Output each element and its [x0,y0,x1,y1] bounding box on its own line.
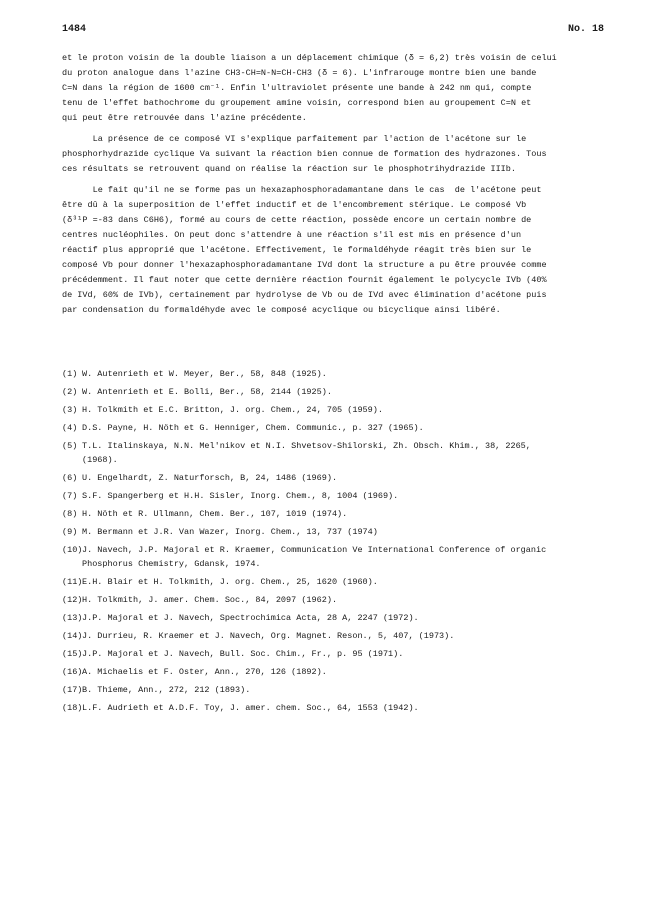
reference-item [62,439,622,467]
reference-number: (17) [62,685,83,695]
reference-item [62,647,622,661]
reference-number: (12) [62,595,83,605]
reference-number: (2) [62,387,78,397]
text-line: centres nucléophiles. On peut donc s'attendre à une réaction s'il est mis en présence d'un [62,230,522,240]
reference-item [62,575,622,589]
reference-text: J.P. Majoral et J. Navech, Bull. Soc. Chim., Fr., p. 95 (1971). [82,649,404,659]
reference-number: (8) [62,509,78,519]
reference-number: (9) [62,527,78,537]
text-line: qui peut être retrouvée dans l'azine précédente. [62,113,307,123]
reference-number: (1) [62,369,78,379]
reference-number: (5) [62,441,78,451]
text-line: par condensation du formaldéhyde avec le composé acyclique ou bicyclique ainsi libéré. [62,305,501,315]
reference-text: J.P. Majoral et J. Navech, Spectrochimica Acta, 28 A, 2247 (1972). [82,613,419,623]
reference-text: S.F. Spangerberg et H.H. Sisler, Inorg. Chem., 8, 1004 (1969). [82,491,399,501]
reference-list [62,367,622,719]
reference-number: (10) [62,545,83,555]
reference-item [62,525,622,539]
reference-number: (13) [62,613,83,623]
text-line: C=N dans la région de 1600 cm⁻¹. Enfin l'ultraviolet présente une bande à 242 nm qui, compte [62,83,532,93]
reference-number: (11) [62,577,83,587]
reference-text: E.H. Blair et H. Tolkmith, J. org. Chem., 25, 1620 (1960). [82,577,378,587]
text-line: phosphorhydrazide cyclique Va suivant la réaction bien connue de formation des hydrazones. Tous [62,149,547,159]
reference-item [62,385,622,399]
text-line: tenu de l'effet bathochrome du groupement amine voisin, correspond bien au groupement C=N et [62,98,532,108]
text-line: La présence de ce composé VI s'explique parfaitement par l'action de l'acétone sur le [62,134,527,144]
reference-item [62,629,622,643]
reference-text: J. Navech, J.P. Majoral et R. Kraemer, Communication Ve International Conference of organic [82,545,547,555]
reference-item [62,611,622,625]
reference-text: W. Antenrieth et E. Bolli, Ber., 58, 2144 (1925). [82,387,332,397]
reference-text: T.L. Italinskaya, N.N. Mel'nikov et N.I. Shvetsov-Shilorski, Zh. Obsch. Khim., 38, 2265, [82,441,531,451]
reference-text: W. Autenrieth et W. Meyer, Ber., 58, 848 (1925). [82,369,327,379]
reference-text: H. Nöth et R. Ullmann, Chem. Ber., 107, 1019 (1974). [82,509,348,519]
reference-item [62,507,622,521]
reference-item [62,543,622,571]
reference-item [62,683,622,697]
reference-item [62,489,622,503]
reference-number: (7) [62,491,78,501]
reference-number: (3) [62,405,78,415]
reference-number: (6) [62,473,78,483]
reference-text: A. Michaelis et F. Oster, Ann., 270, 126 (1892). [82,667,327,677]
reference-number: (18) [62,703,83,713]
paragraph-1 [62,51,622,126]
reference-item [62,421,622,435]
reference-number: (14) [62,631,83,641]
paragraph-2 [62,132,622,177]
page-number: 1484 [62,24,87,35]
reference-text-continued: Phosphorus Chemistry, Gdansk, 1974. [82,559,261,569]
reference-text: B. Thieme, Ann., 272, 212 (1893). [82,685,251,695]
reference-item [62,665,622,679]
text-line: réactif plus approprié que l'acétone. Effectivement, le formaldéhyde réagit très bien sur le [62,245,532,255]
issue-number: No. 18 [568,24,605,35]
text-line: ces résultats se retrouvent quand on réalise la réaction sur le phosphotrihydrazide IIIb. [62,164,516,174]
reference-number: (4) [62,423,78,433]
text-line: composé Vb pour donner l'hexazaphosphoradamantane IVd dont la structure a pu être prouvée comme [62,260,547,270]
paragraph-3 [62,183,622,318]
reference-number: (15) [62,649,83,659]
reference-text: L.F. Audrieth et A.D.F. Toy, J. amer. chem. Soc., 64, 1553 (1942). [82,703,419,713]
text-line: du proton analogue dans l'azine CH3-CH=N-N=CH-CH3 (δ = 6). L'infrarouge montre bien une bande [62,68,537,78]
body-text [62,51,622,318]
reference-text: D.S. Payne, H. Nöth et G. Henniger, Chem. Communic., p. 327 (1965). [82,423,424,433]
reference-item [62,593,622,607]
text-line: Le fait qu'il ne se forme pas un hexazaphosphoradamantane dans le cas de l'acétone peut [62,185,542,195]
reference-item [62,701,622,715]
reference-text-continued: (1968). [82,455,118,465]
reference-item [62,367,622,381]
reference-number: (16) [62,667,83,677]
reference-text: M. Bermann et J.R. Van Wazer, Inorg. Chem., 13, 737 (1974) [82,527,378,537]
reference-text: H. Tolkmith, J. amer. Chem. Soc., 84, 2097 (1962). [82,595,338,605]
text-line: (δ³¹P =-83 dans C6H6), formé au cours de cette réaction, possède encore un certain nombre de [62,215,532,225]
text-line: précédemment. Il faut noter que cette dernière réaction fournit également le polycycle IVb (40% [62,275,547,285]
text-line: et le proton voisin de la double liaison a un déplacement chimique (δ = 6,2) très voisin de celui [62,53,557,63]
reference-item [62,403,622,417]
text-line: être dû à la superposition de l'effet inductif et de l'encombrement stérique. Le composé Vb [62,200,527,210]
reference-text: U. Engelhardt, Z. Naturforsch, B, 24, 1486 (1969). [82,473,338,483]
text-line: de IVd, 60% de IVb), certainement par hydrolyse de Vb ou de IVd avec élimination d'acétone puis [62,290,547,300]
reference-text: H. Tolkmith et E.C. Britton, J. org. Chem., 24, 705 (1959). [82,405,383,415]
reference-text: J. Durrieu, R. Kraemer et J. Navech, Org. Magnet. Reson., 5, 407, (1973). [82,631,455,641]
reference-item [62,471,622,485]
